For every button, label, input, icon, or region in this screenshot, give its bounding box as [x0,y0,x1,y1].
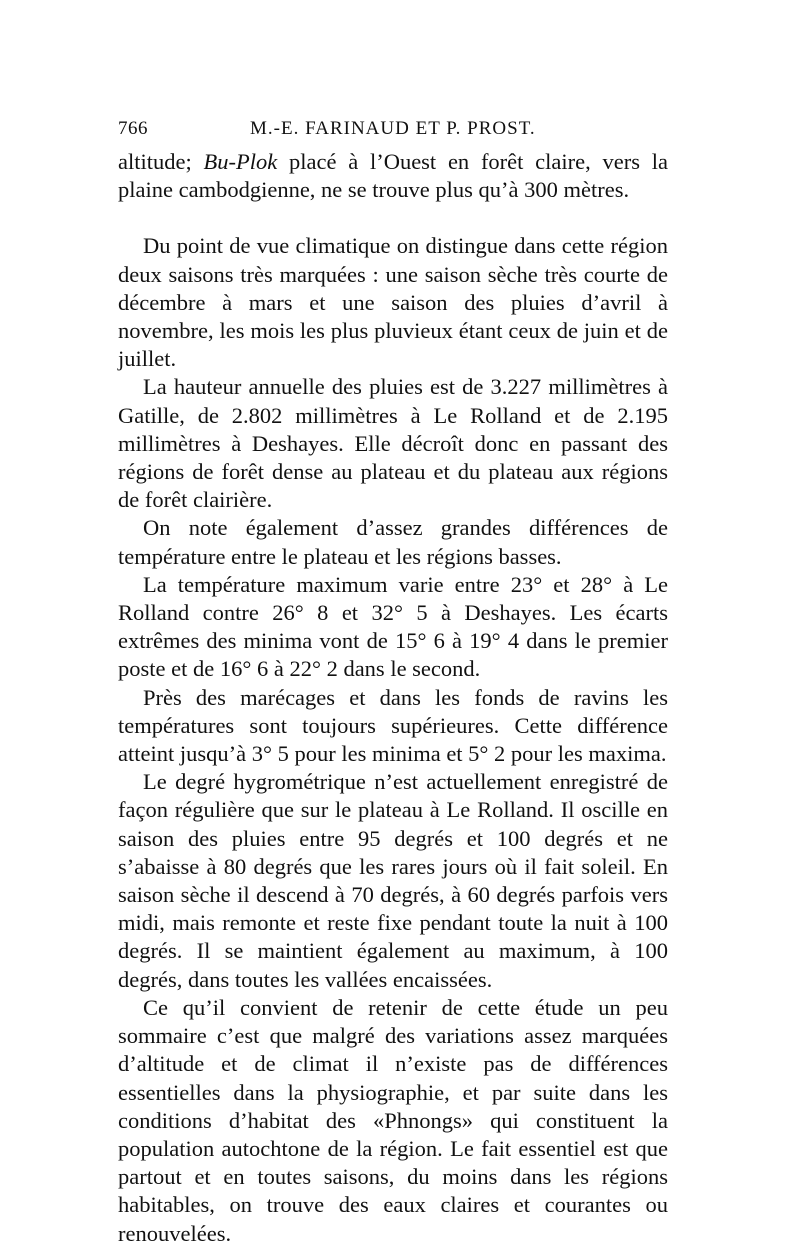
page-header [118,118,668,148]
body-text [118,148,668,1248]
paragraph-rainfall: La hauteur annuelle des pluies est de 3.227 millimètres à Gatille, de 2.802 millimètres à Le Rolland et de 2.195 millimètres à Deshayes. Elle décroît donc en passant des régions de forêt dense au plateau et du plateau aux régions de forêt clairière. [118,374,668,513]
paragraph-conclusion: Ce qu’il convient de retenir de cette étude un peu sommaire c’est que malgré des variations assez marquées d’altitude et de climat il n’existe pas de différences essentielles dans la physiographie, et par suite dans les conditions d’habitat des «Phnongs» qui constituent la population autochtone de la région. Le fait essentiel est que partout et en toutes saisons, du moins dans les régions habitables, on trouve des eaux claires et courantes ou renouvelées. [118,994,668,1246]
running-title: M.-E. FARINAUD ET P. PROST. [250,118,536,139]
paragraph-continuation [118,148,668,204]
paragraph-climate: Du point de vue climatique on distingue dans cette région deux saisons très marquées : une saison sèche très courte de décembre à mars et une saison des pluies d’avril à novembre, les mois les plus pluvieux étant ceux de juin et de juillet. [118,233,668,372]
paragraph-temperature-values: La température maximum varie entre 23° et 28° à Le Rolland contre 26° 8 et 32° 5 à Deshayes. Les écarts extrêmes des minima vont de 15° 6 à 19° 4 dans le premier poste et de 16° 6 à 22° 2 dans le second. [118,571,668,682]
paragraph-text: placé à l’Ouest en forêt claire, vers la plaine cambodgienne, ne se trouve plus qu’à 300 mètres. [118,149,668,203]
paragraph-humidity: Le degré hygrométrique n’est actuellement enregistré de façon régulière que sur le plateau à Le Rolland. Il oscille en saison des pluies entre 95 degrés et 100 degrés et ne s’abaisse à 80 degrés que les rares jours où il fait soleil. En saison sèche il descend à 70 degrés, à 60 degrés parfois vers midi, mais remonte et reste fixe pendant toute la nuit à 100 degrés. Il se maintient également au maximum, à 100 degrés, dans toutes les vallées encaissées. [118,769,668,992]
page-number: 766 [118,118,148,139]
paragraph-text: altitude; [118,149,204,174]
paragraph-marshes: Près des marécages et dans les fonds de ravins les températures sont toujours supérieures. Cette différence atteint jusqu’à 3° 5 pour les minima et 5° 2 pour les maxima. [118,684,668,767]
paragraph-temperature-differences: On note également d’assez grandes différences de température entre le plateau et les régions basses. [118,515,668,569]
book-page [118,118,668,1248]
place-name-italic: Bu-Plok [203,149,278,174]
section-gap [118,204,668,232]
